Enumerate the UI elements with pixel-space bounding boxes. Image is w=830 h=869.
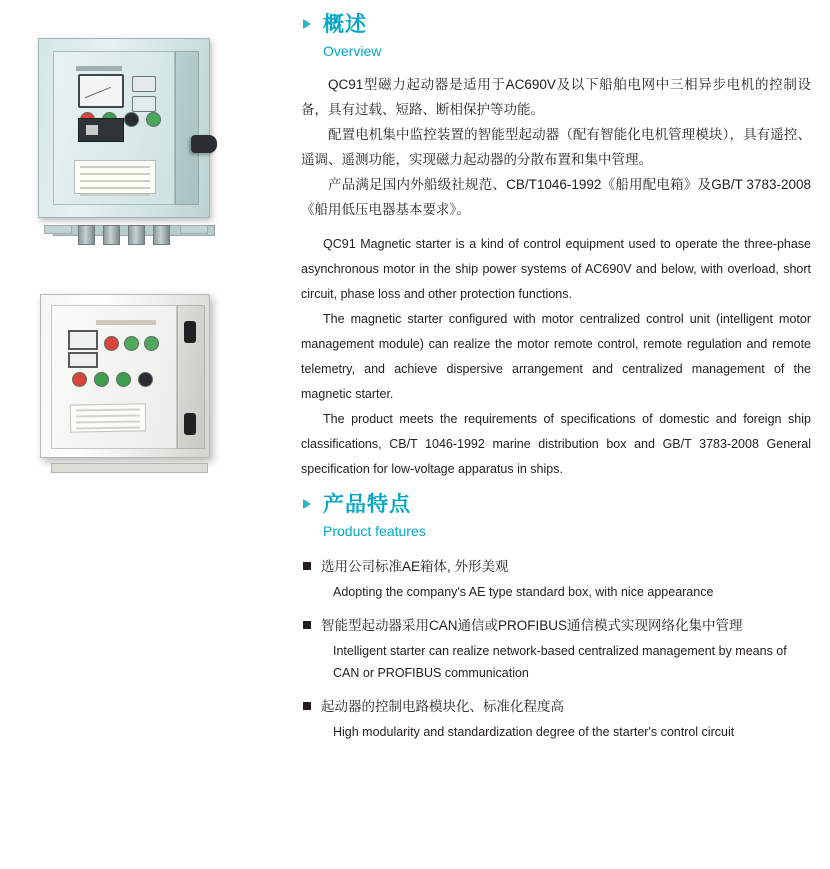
- circuit-breaker: [78, 118, 124, 142]
- overview-heading: [301, 12, 811, 38]
- overview-title-en: Overview: [323, 43, 382, 59]
- features-heading: [301, 492, 811, 518]
- door-top-label: [76, 66, 122, 71]
- cable-gland-2: [103, 225, 120, 245]
- cabinet-door: [51, 305, 177, 449]
- features-list: [301, 556, 811, 743]
- ammeter: [78, 74, 124, 108]
- indicator-lamp-green: [124, 336, 139, 351]
- push-button-black: [138, 372, 153, 387]
- selector-switch-2: [132, 96, 156, 112]
- list-item: [301, 696, 811, 743]
- door-latch-top: [184, 321, 196, 343]
- push-button-green: [146, 112, 161, 127]
- cable-gland-1: [78, 225, 95, 245]
- product-photo-grey-cabinet: [36, 288, 226, 488]
- push-button-black: [124, 112, 139, 127]
- mounting-foot-right: [180, 225, 208, 234]
- overview-cn-paragraph-2: 配置电机集中监控装置的智能型起动器（配有智能化电机管理模块），具有遥控、遥调、遥测功能，实现磁力起动器的分散布置和集中管理。: [301, 127, 811, 167]
- square-bullet-icon: [303, 702, 311, 710]
- feature-cn-3: 起动器的控制电路模块化、标准化程度高: [321, 699, 564, 714]
- feature-cn-2: 智能型起动器采用CAN通信或PROFIBUS通信模式实现网络化集中管理: [321, 618, 743, 633]
- product-photo-blue-cabinet: [30, 30, 220, 245]
- cabinet-door: [53, 51, 175, 205]
- overview-en-paragraph-3: The product meets the requirements of specifications of domestic and foreign ship classifications, CB/T 1046-1992 marine distribution box and GB/T 3783-2008 General specification for low-voltage apparatus in ships.: [301, 412, 811, 476]
- nameplate: [74, 160, 156, 194]
- display-module: [68, 330, 98, 350]
- triangle-bullet-icon: [303, 19, 311, 29]
- mounting-foot-left: [44, 225, 72, 234]
- door-top-label: [96, 320, 156, 325]
- square-bullet-icon: [303, 562, 311, 570]
- cabinet-side-panel: [175, 51, 199, 205]
- content-column: [293, 0, 813, 869]
- display-module-secondary: [68, 352, 98, 368]
- features-title-cn: 产品特点: [323, 493, 411, 516]
- overview-cn-paragraph-3: 产品满足国内外船级社规范、CB/T1046-1992《船用配电箱》及GB/T 3783-2008《船用低压电器基本要求》。: [301, 177, 811, 217]
- push-button-green: [94, 372, 109, 387]
- overview-cn-paragraph-1: QC91型磁力起动器是适用于AC690V及以下船舶电网中三相异步电机的控制设备，具有过载、短路、断相保护等功能。: [301, 77, 811, 117]
- triangle-bullet-icon: [303, 499, 311, 509]
- section-overview: [301, 12, 811, 482]
- cable-gland-4: [153, 225, 170, 245]
- cabinet-base: [51, 463, 208, 473]
- overview-en-paragraph-1: QC91 Magnetic starter is a kind of control equipment used to operate the three-phase asynchronous motor in the ship power systems of AC690V and below, with overload, short circuit, phase loss and other protection functions.: [301, 237, 811, 301]
- push-button-green-2: [116, 372, 131, 387]
- overview-en-paragraph-2: The magnetic starter configured with motor centralized control unit (intelligent motor management module) can realize the motor remote control, remote regulation and remote telemetry, and achieve dispersive arrangement and centralized management of the magnetic starter.: [301, 312, 811, 401]
- product-photo-column: [0, 0, 285, 869]
- overview-english-body: [301, 232, 811, 482]
- door-handle: [191, 135, 217, 153]
- indicator-lamp-green-2: [144, 336, 159, 351]
- features-title-en: Product features: [323, 523, 426, 539]
- door-latch-bottom: [184, 413, 196, 435]
- nameplate: [70, 403, 146, 432]
- list-item: [301, 556, 811, 603]
- feature-en-1: Adopting the company's AE type standard box, with nice appearance: [333, 585, 714, 599]
- feature-cn-1: 选用公司标准AE箱体, 外形美观: [321, 559, 509, 574]
- square-bullet-icon: [303, 621, 311, 629]
- feature-en-3: High modularity and standardization degree of the starter's control circuit: [333, 725, 735, 739]
- feature-en-2: Intelligent starter can realize network-based centralized management by means of CAN or PROFIBUS communication: [333, 644, 787, 680]
- section-product-features: [301, 492, 811, 755]
- push-button-red: [72, 372, 87, 387]
- cable-gland-3: [128, 225, 145, 245]
- selector-switch-1: [132, 76, 156, 92]
- overview-chinese-body: [301, 72, 811, 222]
- cabinet-body: [38, 38, 210, 218]
- indicator-lamp-red: [104, 336, 119, 351]
- list-item: [301, 615, 811, 684]
- overview-title-cn: 概述: [323, 13, 367, 36]
- cabinet-body: [40, 294, 210, 458]
